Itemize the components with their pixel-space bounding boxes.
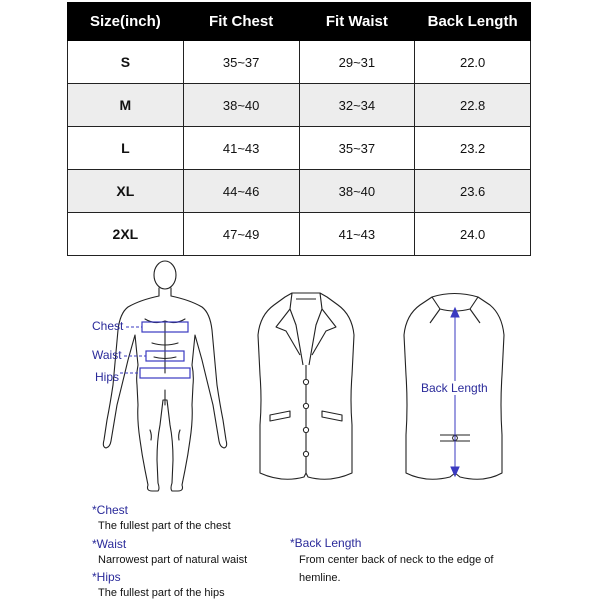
waist-definition-text: Narrowest part of natural waist: [98, 554, 248, 566]
header-size: Size(inch): [68, 3, 184, 41]
table-row: [68, 84, 531, 127]
body-figure-icon: [0, 255, 600, 495]
chest-cell: 41~43: [183, 127, 299, 170]
table-row: [68, 170, 531, 213]
chest-cell: 35~37: [183, 41, 299, 84]
size-cell: L: [68, 127, 184, 170]
table-header-row: [68, 3, 531, 41]
hips-label: Hips: [95, 370, 120, 384]
chest-cell: 47~49: [183, 213, 299, 256]
back-length-cell: 22.8: [415, 84, 531, 127]
measurement-illustrations: [0, 255, 600, 495]
chest-cell: 44~46: [183, 170, 299, 213]
size-cell: XL: [68, 170, 184, 213]
table-row: [68, 127, 531, 170]
size-cell: 2XL: [68, 213, 184, 256]
table-row: [68, 213, 531, 256]
size-chart-table: [67, 2, 531, 256]
back-length-cell: 23.6: [415, 170, 531, 213]
back-length-definition-text-1: From center back of neck to the edge of: [299, 554, 494, 566]
chest-label: Chest: [92, 319, 124, 333]
waist-label: Waist: [92, 348, 122, 362]
back-length-cell: 22.0: [415, 41, 531, 84]
back-length-cell: 23.2: [415, 127, 531, 170]
waist-cell: 38~40: [299, 170, 415, 213]
header-fit-chest: Fit Chest: [183, 3, 299, 41]
waist-cell: 41~43: [299, 213, 415, 256]
back-length-label: Back Length: [421, 381, 488, 395]
header-fit-waist: Fit Waist: [299, 3, 415, 41]
table-row: [68, 41, 531, 84]
back-length-cell: 24.0: [415, 213, 531, 256]
chest-cell: 38~40: [183, 84, 299, 127]
waist-definition-term: *Waist: [92, 537, 127, 551]
waist-cell: 29~31: [299, 41, 415, 84]
chest-definition-term: *Chest: [92, 503, 129, 517]
chest-definition-text: The fullest part of the chest: [98, 520, 231, 532]
waist-cell: 32~34: [299, 84, 415, 127]
hips-definition-text: The fullest part of the hips: [98, 587, 225, 599]
header-back-length: Back Length: [415, 3, 531, 41]
waist-cell: 35~37: [299, 127, 415, 170]
size-cell: M: [68, 84, 184, 127]
hips-definition-term: *Hips: [92, 570, 121, 584]
size-cell: S: [68, 41, 184, 84]
back-length-definition-text-2: hemline.: [299, 572, 341, 584]
back-length-definition-term: *Back Length: [290, 536, 362, 550]
